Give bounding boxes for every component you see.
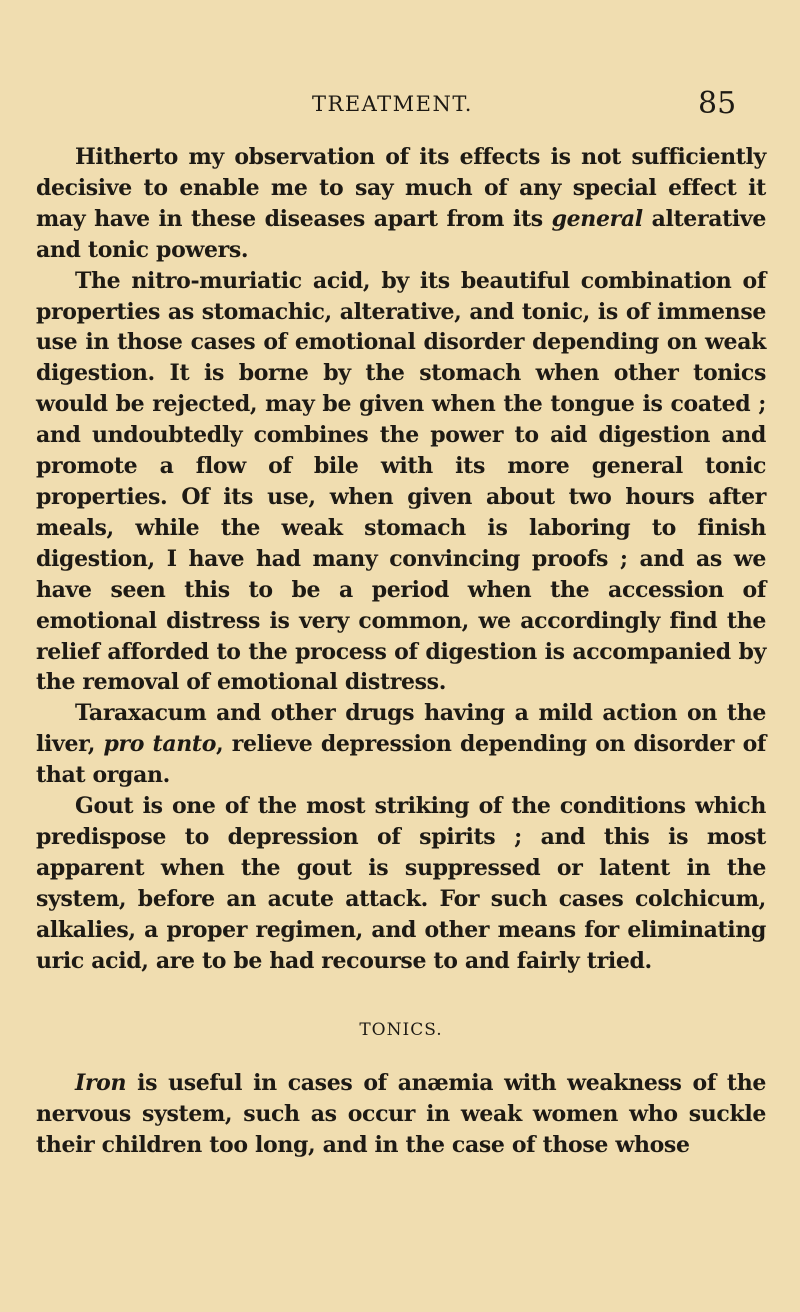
paragraph-hitherto-text-a: Hitherto my observation of its effects is not sufficiently decisive to enable me to say much of any special effect it may have in these diseases apart from its	[36, 144, 766, 232]
paragraph-hitherto	[36, 142, 766, 266]
section-heading-tonics: TONICS.	[359, 1020, 443, 1041]
body-text	[36, 142, 766, 1161]
emphasis-iron: Iron	[75, 1070, 127, 1097]
paragraph-gout: Gout is one of the most striking of the conditions which predispose to depression of spirits ; and this is most apparent when the gout is suppressed or latent in the system, before an acute attack. For such cases colchicum, alkalies, a proper regimen, and other means for eliminating uric acid, are to be had recourse to and fairly tried.	[36, 793, 766, 974]
paragraph-nitro-muriatic: The nitro-muriatic acid, by its beautiful combination of properties as stomachic, alterative, and tonic, is of immense use in those cases of emotional disorder depending on weak digestion. It is borne by the stomach when other tonics would be rejected, may be given when the tongue is coated ; and undoubtedly combines the power to aid digestion and promote a flow of bile with its more general tonic properties. Of its use, when given about two hours after meals, while the weak stomach is laboring to finish digestion, I have had many convincing proofs ; and as we have seen this to be a period when the accession of emotional distress is very common, we accordingly find the relief afforded to the process of digestion is accompanied by the removal of emotional distress.	[36, 267, 766, 696]
paragraph-taraxacum-text-a: Taraxacum and other drugs having a mild action on the liver,	[36, 700, 766, 758]
running-head: TREATMENT.	[312, 92, 473, 116]
paragraph-taraxacum	[36, 698, 766, 791]
paragraph-iron	[36, 1068, 766, 1161]
paragraph-iron-text: is useful in cases of anæmia with weakness of the nervous system, such as occur in weak women who suckle their children too long, and in the case of those whose	[36, 1070, 766, 1159]
paragraph-hitherto-text-b: alterative and tonic powers.	[36, 205, 767, 263]
page-number: 85	[698, 86, 737, 121]
paragraph-taraxacum-text-b: , relieve depression depending on disorder of that organ.	[36, 731, 767, 789]
emphasis-pro-tanto: pro tanto	[103, 731, 217, 758]
page-header	[0, 86, 800, 126]
emphasis-general: general	[551, 205, 643, 232]
